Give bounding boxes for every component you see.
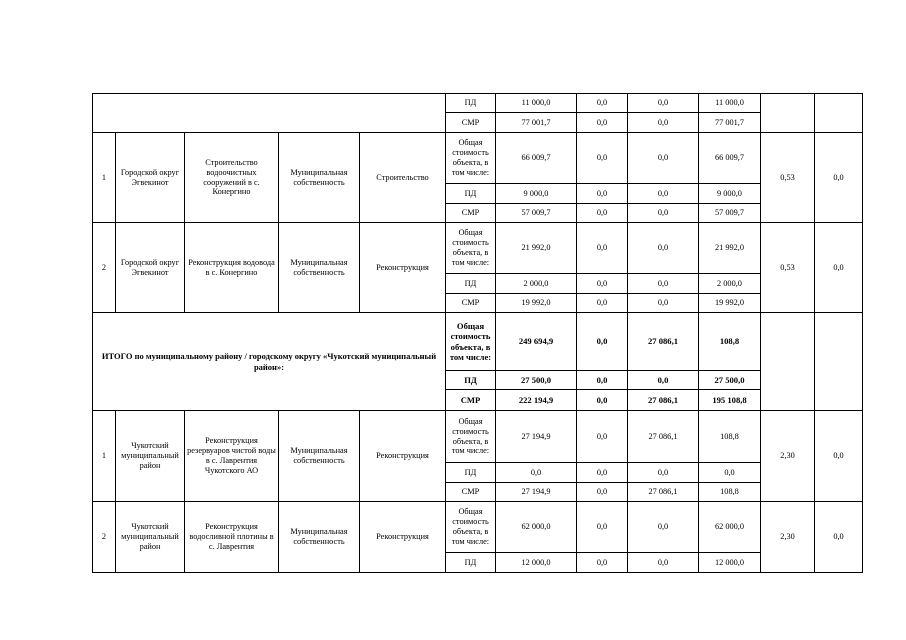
row-label-smr: СМР [446, 294, 496, 313]
value-cell: 0,0 [815, 223, 863, 313]
value-cell: 0,53 [761, 223, 815, 313]
object-number: 2 [93, 502, 116, 573]
district-total-label: ИТОГО по муниципальному району / городскому округу «Чукотский муниципальный район»: [93, 313, 446, 411]
value-cell: 9 000,0 [699, 184, 761, 204]
value-cell: 57 009,7 [699, 204, 761, 223]
value-cell: 0,0 [577, 204, 628, 223]
row-label-pd: ПД [446, 553, 496, 573]
row-label-pd: ПД [446, 94, 496, 113]
value-cell: 0,0 [628, 463, 699, 483]
value-cell: 0,0 [628, 294, 699, 313]
row-label-total: Общая стоимость объекта, в том числе: [446, 133, 496, 184]
table-row [93, 502, 863, 553]
carry-over-pd-row [93, 94, 863, 113]
value-cell: 19 992,0 [496, 294, 577, 313]
blank-cell [815, 94, 863, 133]
value-cell: 57 009,7 [496, 204, 577, 223]
object-number: 1 [93, 133, 116, 223]
value-cell: 0,0 [577, 483, 628, 502]
row-label-total: Общая стоимость объекта, в том числе: [446, 502, 496, 553]
row-label-pd: ПД [446, 184, 496, 204]
value-cell: 0,0 [496, 463, 577, 483]
value-cell: 0,0 [628, 133, 699, 184]
value-cell: 0,0 [577, 223, 628, 274]
value-cell: 0,0 [577, 411, 628, 463]
value-cell: 0,0 [577, 371, 628, 390]
value-cell: 0,0 [577, 502, 628, 553]
object-name: Реконструкция резервуаров чистой воды в с. Лаврентия Чукотского АО [185, 411, 279, 502]
value-cell: 0,0 [577, 113, 628, 133]
value-cell: 222 194,9 [496, 390, 577, 411]
object-work-type: Строительство [360, 133, 446, 223]
object-number: 1 [93, 411, 116, 502]
object-name: Строительство водоочистных сооружений в с. Конергино [185, 133, 279, 223]
value-cell: 0,0 [628, 184, 699, 204]
object-ownership: Муниципальная собственность [279, 223, 360, 313]
value-cell: 66 009,7 [496, 133, 577, 184]
value-cell: 27 194,9 [496, 411, 577, 463]
row-label-smr: СМР [446, 113, 496, 133]
value-cell: 0,0 [815, 502, 863, 573]
value-cell: 0,0 [577, 313, 628, 371]
value-cell: 27 086,1 [628, 390, 699, 411]
value-cell: 2 000,0 [496, 274, 577, 294]
value-cell: 27 086,1 [628, 483, 699, 502]
row-label-total: Общая стоимость объекта, в том числе: [446, 411, 496, 463]
value-cell: 21 992,0 [699, 223, 761, 274]
value-cell: 66 009,7 [699, 133, 761, 184]
object-work-type: Реконструкция [360, 223, 446, 313]
object-ownership: Муниципальная собственность [279, 133, 360, 223]
value-cell: 2,30 [761, 502, 815, 573]
value-cell: 0,0 [577, 294, 628, 313]
value-cell: 0,0 [628, 553, 699, 573]
value-cell: 0,0 [628, 204, 699, 223]
value-cell: 0,0 [628, 113, 699, 133]
value-cell: 0,53 [761, 133, 815, 223]
value-cell: 0,0 [628, 502, 699, 553]
object-work-type: Реконструкция [360, 502, 446, 573]
value-cell: 108,8 [699, 411, 761, 463]
value-cell: 62 000,0 [496, 502, 577, 553]
value-cell: 27 086,1 [628, 411, 699, 463]
value-cell: 77 001,7 [496, 113, 577, 133]
row-label-smr: СМР [446, 390, 496, 411]
blank-cell [761, 94, 815, 133]
investment-objects-table [92, 93, 863, 573]
blank-cell [761, 313, 815, 411]
row-label-smr: СМР [446, 483, 496, 502]
value-cell: 0,0 [577, 274, 628, 294]
value-cell: 0,0 [628, 223, 699, 274]
object-name: Реконструкция водосливной плотины в с. Лаврентия [185, 502, 279, 573]
value-cell: 0,0 [577, 133, 628, 184]
value-cell: 27 194,9 [496, 483, 577, 502]
value-cell: 77 001,7 [699, 113, 761, 133]
object-territory: Городской округ Эгвекинот [116, 133, 185, 223]
row-label-total: Общая стоимость объекта, в том числе: [446, 313, 496, 371]
value-cell: 0,0 [577, 94, 628, 113]
value-cell: 27 500,0 [699, 371, 761, 390]
row-label-smr: СМР [446, 204, 496, 223]
value-cell: 11 000,0 [699, 94, 761, 113]
value-cell: 0,0 [815, 133, 863, 223]
object-name: Реконструкция водовода в с. Конергино [185, 223, 279, 313]
value-cell: 27 086,1 [628, 313, 699, 371]
row-label-pd: ПД [446, 274, 496, 294]
value-cell: 19 992,0 [699, 294, 761, 313]
value-cell: 0,0 [628, 274, 699, 294]
object-ownership: Муниципальная собственность [279, 411, 360, 502]
value-cell: 0,0 [628, 371, 699, 390]
row-label-total: Общая стоимость объекта, в том числе: [446, 223, 496, 274]
carry-over-blank [93, 94, 446, 133]
value-cell: 0,0 [577, 463, 628, 483]
value-cell: 249 694,9 [496, 313, 577, 371]
value-cell: 108,8 [699, 313, 761, 371]
value-cell: 12 000,0 [496, 553, 577, 573]
row-label-pd: ПД [446, 371, 496, 390]
row-label-pd: ПД [446, 463, 496, 483]
value-cell: 9 000,0 [496, 184, 577, 204]
value-cell: 62 000,0 [699, 502, 761, 553]
table-row [93, 133, 863, 184]
object-ownership: Муниципальная собственность [279, 502, 360, 573]
object-territory: Городской округ Эгвекинот [116, 223, 185, 313]
value-cell: 195 108,8 [699, 390, 761, 411]
value-cell: 2 000,0 [699, 274, 761, 294]
district-total-row [93, 313, 863, 371]
value-cell: 2,30 [761, 411, 815, 502]
value-cell: 0,0 [577, 184, 628, 204]
value-cell: 0,0 [577, 553, 628, 573]
value-cell: 21 992,0 [496, 223, 577, 274]
table-row [93, 223, 863, 274]
table-row [93, 411, 863, 463]
value-cell: 0,0 [815, 411, 863, 502]
blank-cell [815, 313, 863, 411]
value-cell: 11 000,0 [496, 94, 577, 113]
value-cell: 0,0 [699, 463, 761, 483]
value-cell: 12 000,0 [699, 553, 761, 573]
object-territory: Чукотский муниципальный район [116, 411, 185, 502]
value-cell: 0,0 [628, 94, 699, 113]
object-territory: Чукотский муниципальный район [116, 502, 185, 573]
value-cell: 108,8 [699, 483, 761, 502]
value-cell: 27 500,0 [496, 371, 577, 390]
object-work-type: Реконструкция [360, 411, 446, 502]
object-number: 2 [93, 223, 116, 313]
value-cell: 0,0 [577, 390, 628, 411]
